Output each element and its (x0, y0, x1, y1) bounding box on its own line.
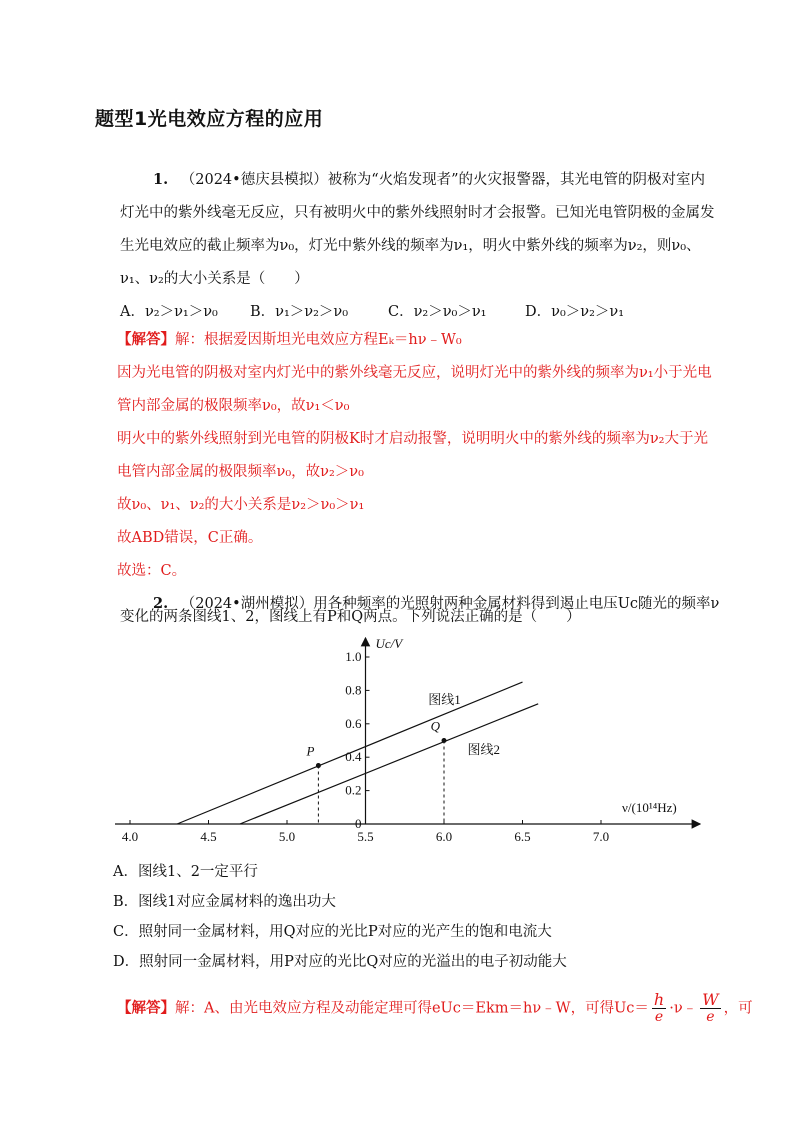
q2-answer-tail: ，可 (723, 1000, 753, 1017)
q1-answer-line-3: 管内部金属的极限频率ν₀，故ν₁＜ν₀ (117, 398, 350, 414)
q1-answer-tag: 【解答】 (117, 331, 175, 348)
x-tick-label: 6.5 (514, 829, 531, 844)
x-tick-label: 6.0 (435, 829, 453, 844)
q2-answer-line-1 (117, 992, 753, 1025)
q1-stem-4: ν₁、ν₂的大小关系是（ ） (120, 271, 309, 287)
q1-answer-line-6: 故ν₀、ν₁、ν₂的大小关系是ν₂＞ν₀＞ν₁ (117, 497, 365, 513)
series-label-1: 图线1 (428, 691, 461, 707)
q2-option-a: A．图线1、2一定平行 (113, 864, 258, 880)
y-tick-label: 0.2 (345, 782, 362, 798)
section-title: 题型1光电效应方程的应用 (95, 108, 324, 130)
q1-answer-line-2: 因为光电管的阴极对室内灯光中的紫外线毫无反应，说明灯光中的紫外线的频率为ν₁小于光电 (117, 365, 712, 381)
q1-option-d: D．ν₀＞ν₂＞ν₁ (525, 304, 625, 320)
point-label-p: P (306, 743, 315, 759)
q2-answer-text: 解：A、由光电效应方程及动能定理可得eUc＝Ekm＝hν﹣W，可得Uc＝ (175, 1000, 649, 1017)
q1-first-line (153, 165, 705, 195)
q1-option-b: B．ν₁＞ν₂＞ν₀ (250, 304, 349, 320)
q1-answer-line-7: 故ABD错误，C正确。 (117, 530, 263, 546)
q1-answer-line-4: 明火中的紫外线照射到光电管的阴极K时才启动报警，说明明火中的紫外线的频率为ν₂大于光 (117, 431, 708, 447)
point-label-q: Q (430, 718, 440, 734)
frac2-denominator: e (706, 1009, 715, 1025)
q1-option-c: C．ν₂＞ν₀＞ν₁ (388, 304, 487, 320)
point-q (442, 738, 447, 743)
q1-answer-line-5: 电管内部金属的极限频率ν₀，故ν₂＞ν₀ (117, 464, 364, 480)
frac2-numerator: W (702, 990, 719, 1009)
q2-option-c: C．照射同一金属材料，用Q对应的光比P对应的光产生的饱和电流大 (113, 924, 552, 940)
frac1-denominator: e (654, 1009, 664, 1025)
x-tick-label: 4.0 (121, 829, 139, 844)
h-over-e-fraction (652, 992, 666, 1025)
x-tick-label: 5.0 (278, 829, 296, 844)
q2-number: 2. (153, 595, 169, 612)
x-tick-label: 7.0 (592, 829, 610, 844)
q2-option-b: B．图线1对应金属材料的逸出功大 (113, 894, 336, 910)
q2-option-d: D．照射同一金属材料，用P对应的光比Q对应的光溢出的电子初动能大 (113, 954, 567, 970)
q1-stem-3: 生光电效应的截止频率为ν₀，灯光中紫外线的频率为ν₁，明火中紫外线的频率为ν₂，则ν₀、 (120, 238, 701, 254)
frac1-numerator: h (653, 990, 665, 1009)
q1-stem-2: 灯光中的紫外线毫无反应，只有被明火中的紫外线照射时才会报警。已知光电管阴极的金属发 (120, 205, 715, 221)
q2-answer-mid: ·ν﹣ (669, 1000, 698, 1017)
q2-stem-1: （2024•湖州模拟）用各种频率的光照射两种金属材料得到遏止电压Uc随光的频率ν (180, 596, 720, 612)
x-tick-label: 4.5 (200, 829, 217, 844)
q1-option-a: A．ν₂＞ν₁＞ν₀ (120, 304, 218, 320)
y-tick-label: 1.0 (345, 649, 362, 664)
y-tick-label: 0.8 (345, 682, 362, 698)
y-tick-label: 0 (355, 816, 362, 831)
point-p (316, 763, 321, 768)
q1-answer-line-1 (117, 325, 462, 355)
y-tick-label: 0.6 (345, 715, 362, 731)
q1-answer-text: 解：根据爱因斯坦光电效应方程Eₖ＝hν﹣W₀ (175, 332, 462, 348)
x-tick-label: 5.5 (357, 829, 374, 844)
y-axis-label: Uc/V (375, 636, 403, 651)
q1-answer-line-8: 故选：C。 (117, 563, 187, 579)
series-label-2: 图线2 (467, 741, 501, 757)
y-tick-label: 0.4 (345, 749, 362, 765)
x-axis-label: ν/(10¹⁴Hz) (622, 800, 677, 815)
q1-number: 1. (153, 171, 169, 188)
uc-frequency-chart (110, 632, 710, 847)
q1-stem-1: （2024•德庆县模拟）被称为“火焰发现者”的火灾报警器，其光电管的阴极对室内 (180, 172, 706, 188)
q2-answer-tag: 【解答】 (117, 999, 175, 1017)
series-line-2 (240, 704, 538, 824)
w-over-e-fraction (700, 992, 720, 1025)
q2-stem-2: 变化的两条图线1、2，图线上有P和Q两点。下列说法正确的是（ ） (120, 609, 581, 625)
